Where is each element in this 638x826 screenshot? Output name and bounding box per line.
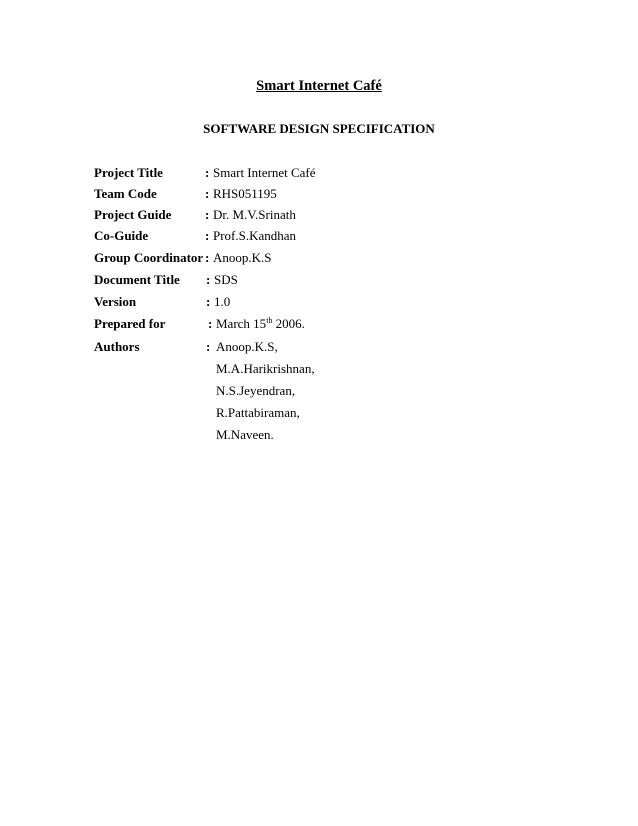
field-label: Version bbox=[94, 294, 137, 309]
document-title: Smart Internet Café bbox=[256, 78, 382, 94]
date-text: March 15 bbox=[216, 316, 267, 331]
field-label: Co-Guide bbox=[94, 228, 149, 243]
field-colon: : bbox=[205, 207, 210, 222]
field-value bbox=[216, 314, 305, 334]
field-label: Document Title bbox=[94, 272, 180, 287]
field-label: Prepared for bbox=[94, 316, 166, 331]
field-value: Smart Internet Café bbox=[213, 165, 316, 180]
field-label: Project Guide bbox=[94, 207, 172, 222]
field-colon: : bbox=[205, 186, 210, 201]
date-year: 2006. bbox=[272, 316, 305, 331]
field-value: Anoop.K.S bbox=[213, 250, 272, 265]
ordinal-suffix: th bbox=[266, 316, 273, 325]
author-name: M.Naveen. bbox=[216, 427, 274, 442]
field-colon: : bbox=[206, 339, 211, 354]
field-value: SDS bbox=[214, 272, 238, 287]
field-label: Authors bbox=[94, 339, 140, 354]
field-label: Team Code bbox=[94, 186, 157, 201]
document-subtitle: SOFTWARE DESIGN SPECIFICATION bbox=[203, 121, 435, 136]
author-name: M.A.Harikrishnan, bbox=[216, 361, 315, 376]
field-value: RHS051195 bbox=[213, 186, 277, 201]
field-colon: : bbox=[205, 228, 210, 243]
field-colon: : bbox=[208, 316, 213, 331]
field-value: Anoop.K.S, bbox=[216, 339, 278, 354]
field-value: Dr. M.V.Srinath bbox=[213, 207, 296, 222]
field-value: Prof.S.Kandhan bbox=[213, 228, 297, 243]
author-name: R.Pattabiraman, bbox=[216, 405, 300, 420]
field-colon: : bbox=[206, 272, 211, 287]
field-colon: : bbox=[205, 250, 210, 265]
field-label: Group Coordinator bbox=[94, 250, 204, 265]
field-colon: : bbox=[206, 294, 211, 309]
field-label: Project Title bbox=[94, 165, 163, 180]
field-value: 1.0 bbox=[214, 294, 231, 309]
author-name: N.S.Jeyendran, bbox=[216, 383, 296, 398]
field-colon: : bbox=[205, 165, 210, 180]
